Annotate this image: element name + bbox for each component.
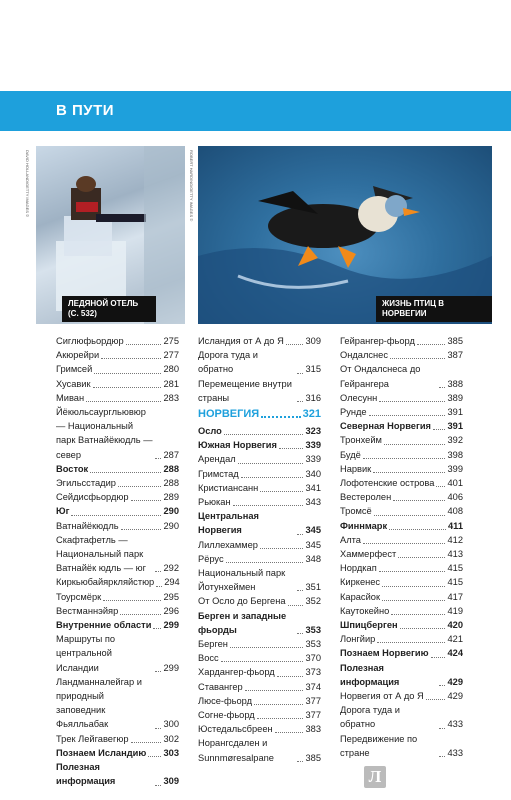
toc-entry-page: 340 (305, 468, 321, 479)
toc-entry-title: Кристиансанн (198, 482, 259, 493)
toc-entry (56, 462, 179, 476)
toc-entry-page: 348 (305, 553, 321, 564)
toc-entry (56, 746, 179, 760)
toc-entry-page: 417 (447, 591, 463, 602)
toc-entry-title: Восток (56, 463, 89, 474)
toc-entry-page: 280 (163, 364, 179, 375)
dot-leader (431, 657, 446, 658)
dot-leader (226, 562, 304, 563)
dot-leader (377, 642, 445, 643)
toc-entry-page: 345 (305, 539, 321, 550)
toc-entry (56, 490, 179, 504)
toc-entry-page: 385 (447, 336, 463, 346)
toc-entry (56, 732, 179, 746)
toc-entry-title: Будё (340, 449, 361, 460)
toc-entry-title: Исландия от А до Я (198, 336, 284, 346)
toc-entry (198, 467, 321, 481)
dot-leader (389, 529, 446, 530)
dot-leader (279, 448, 304, 449)
toc-entry-page: 309 (163, 776, 179, 787)
toc-entry (198, 694, 321, 708)
toc-entry-title: Рунде (340, 407, 367, 418)
toc-entry-page: 290 (163, 506, 179, 517)
toc-entry (198, 452, 321, 466)
dot-leader (254, 704, 303, 705)
toc-entry-title: Познаем Норвегию (340, 648, 429, 659)
toc-entry-page: 289 (163, 492, 179, 503)
toc-entry-page: 433 (447, 719, 463, 730)
toc-entry-title: Внутренние области (56, 620, 152, 631)
toc-entry-page: 299 (163, 662, 179, 673)
toc-entry-title: Финнмарк (340, 520, 388, 531)
toc-entry-page: 392 (447, 435, 463, 446)
toc-entry-title: Тоурсмёрк (56, 591, 102, 602)
toc-entry-title: Осло (198, 426, 222, 437)
dot-leader (297, 590, 303, 591)
toc-entry-page: 370 (305, 653, 321, 664)
toc-entry-title: Рёрус (198, 553, 224, 564)
toc-entry (340, 661, 463, 689)
dot-leader (439, 756, 445, 757)
toc-entry-title: Берген (198, 639, 228, 650)
dot-leader (382, 600, 445, 601)
dot-leader (433, 429, 446, 430)
toc-entry (198, 651, 321, 665)
dot-leader (297, 633, 303, 634)
toc-entry (340, 490, 463, 504)
toc-entry-title: Ставангер (198, 681, 243, 692)
toc-entry-title: Дорога туда и обратно (340, 705, 400, 730)
toc-entry-title: Восс (198, 653, 219, 664)
dot-leader (101, 358, 161, 359)
toc-entry-title: Алта (340, 534, 361, 545)
toc-entry-page: 352 (305, 596, 321, 607)
toc-entry-title: Маршруты по центральной Исландии (56, 634, 116, 673)
dot-leader (288, 605, 304, 606)
toc-entry-title: Сиглюфьордюр (56, 336, 124, 346)
toc-entry-page: 299 (163, 620, 179, 631)
toc-entry-title: Нарвик (340, 463, 372, 474)
toc-entry (56, 348, 179, 362)
dot-leader (241, 477, 304, 478)
toc-entry-title: Трек Лейгавегюр (56, 733, 129, 744)
toc-entry-page: 415 (447, 577, 463, 588)
toc-entry-page: 302 (163, 733, 179, 744)
toc-entry-title: Полезная информация (340, 662, 400, 687)
toc-entry (56, 618, 179, 632)
toc-entry-page: 383 (305, 724, 321, 735)
dot-leader (153, 628, 161, 629)
toc-entry-page: 303 (163, 747, 179, 758)
toc-entry-page: 421 (447, 634, 463, 645)
toc-entry-title: Хаммерфест (340, 549, 397, 560)
toc-entry (56, 334, 179, 348)
toc-entry-page: 275 (163, 336, 179, 346)
toc-entry (56, 604, 179, 618)
dot-leader (400, 628, 446, 629)
toc-entry (340, 732, 463, 760)
photo-credit-left: DAVID HOLLAND/GETTY IMAGES © (25, 150, 30, 218)
dot-leader (439, 387, 445, 388)
toc-entry-page: 385 (305, 752, 321, 763)
toc-entry (340, 462, 463, 476)
toc-entry (340, 519, 463, 533)
toc-entry-page: 429 (447, 691, 463, 702)
dot-leader (439, 685, 445, 686)
toc-entry (56, 675, 179, 732)
dot-leader (275, 732, 304, 733)
toc-entry-title: Киркенес (340, 577, 381, 588)
toc-entry (198, 495, 321, 509)
toc-entry-title: Хардангер-фьорд (198, 667, 275, 678)
toc-entry (198, 594, 321, 608)
toc-entry-page: 391 (447, 407, 463, 418)
toc-column-3 (340, 334, 463, 760)
toc-entry-title: Акюрейри (56, 350, 100, 361)
toc-entry (56, 476, 179, 490)
toc-entry-page: 398 (447, 449, 463, 460)
toc-entry-page: 351 (305, 582, 321, 593)
toc-entry-page: 373 (305, 667, 321, 678)
toc-entry-title: Лиллехаммер (198, 539, 258, 550)
dot-leader (156, 586, 162, 587)
dot-leader (391, 614, 445, 615)
dot-leader (257, 718, 304, 719)
toc-entry-title: Перемещение внутри страны (198, 378, 292, 403)
dot-leader (71, 515, 161, 516)
toc-entry-page: 391 (447, 421, 463, 432)
toc-entry (198, 680, 321, 694)
toc-entry-title: Йёкюльсаургльювюр — Национальный парк Ватнайёкюдль — север (56, 407, 153, 460)
toc-entry-page: 411 (448, 520, 463, 531)
dot-leader (245, 690, 304, 691)
toc-entry (340, 334, 463, 348)
toc-entry-page: 413 (447, 549, 463, 560)
toc-entry-title: Олесунн (340, 392, 378, 403)
toc-entry (198, 736, 321, 764)
dot-leader (155, 458, 161, 459)
toc-entry-page: 341 (305, 482, 321, 493)
toc-entry (340, 391, 463, 405)
dot-leader (384, 444, 446, 445)
dot-leader (382, 586, 445, 587)
toc-entry (56, 760, 179, 788)
dot-leader (155, 785, 161, 786)
dot-leader (94, 373, 161, 374)
toc-entry-page: 374 (305, 681, 321, 692)
toc-entry-title: Шпицберген (340, 620, 398, 631)
toc-entry-title: Тромсё (340, 506, 372, 517)
toc-entry (340, 547, 463, 561)
toc-entry (56, 533, 179, 576)
dot-leader (155, 728, 161, 729)
toc-entry (340, 561, 463, 575)
toc-entry-page: 353 (305, 624, 321, 635)
dot-leader (90, 472, 161, 473)
dot-leader (233, 505, 304, 506)
toc-entry-title: Сейдисфьордюр (56, 492, 129, 503)
toc-entry (56, 391, 179, 405)
toc-entry-page: 401 (447, 478, 463, 489)
toc-entry (56, 362, 179, 376)
publisher-logo (364, 766, 386, 788)
dot-leader (277, 676, 304, 677)
toc-entry-page: 419 (447, 605, 463, 616)
toc-entry-title: Тронхейм (340, 435, 382, 446)
toc-entry-title: От Осло до Бергена (198, 596, 286, 607)
toc-entry-title: Гримстад (198, 468, 239, 479)
dot-leader (126, 344, 162, 345)
toc-entry-title: НОРВЕГИЯ (198, 408, 260, 421)
toc-entry-page: 420 (447, 620, 463, 631)
dot-leader (86, 401, 161, 402)
toc-entry (198, 438, 321, 452)
toc-entry-page: 377 (305, 695, 321, 706)
toc-entry-title: Ватнайёкюдль (56, 520, 119, 531)
toc-entry-page: 433 (447, 747, 463, 758)
toc-entry-title: Рьюкан (198, 497, 231, 508)
dot-leader (224, 434, 304, 435)
toc-entry (340, 504, 463, 518)
dot-leader (417, 344, 446, 345)
toc-entry-page: 294 (164, 577, 180, 588)
toc-entry-page: 321 (302, 408, 321, 421)
toc-entry (198, 334, 321, 348)
toc-entry (56, 590, 179, 604)
toc-entry (56, 504, 179, 518)
toc-entry-page: 345 (305, 525, 321, 536)
dot-leader (155, 571, 161, 572)
dot-leader (230, 647, 304, 648)
dot-leader (286, 344, 304, 345)
dot-leader (390, 358, 445, 359)
toc-entry-page: 388 (447, 378, 463, 389)
dot-leader (120, 614, 161, 615)
toc-entry-page: 377 (305, 710, 321, 721)
dot-leader (363, 458, 446, 459)
toc-entry (340, 419, 463, 433)
toc-entry-title: Северная Норвегия (340, 421, 431, 432)
toc-entry-title: Арендал (198, 454, 236, 465)
toc-entry (198, 348, 321, 376)
toc-entry-page: 389 (447, 392, 463, 403)
toc-entry-title: Центральная Норвегия (198, 511, 259, 536)
toc-entry-title: Полезная информация (56, 762, 116, 787)
toc-entry (340, 646, 463, 660)
toc-entry-title: Карасйок (340, 591, 381, 602)
toc-entry-title: Дорога туда и обратно (198, 350, 258, 375)
toc-entry-page: 316 (305, 392, 321, 403)
toc-entry-title: Передвижение по стране (340, 733, 418, 758)
toc-entry (340, 405, 463, 419)
toc-entry-page: 281 (163, 378, 179, 389)
toc-entry-title: Согне-фьорд (198, 710, 255, 721)
toc-entry (198, 708, 321, 722)
toc-entry-page: 408 (447, 506, 463, 517)
toc-entry (56, 377, 179, 391)
dot-leader (363, 543, 446, 544)
dot-leader (221, 661, 304, 662)
dot-leader (131, 500, 162, 501)
toc-entry-title: Норвегия от А до Я (340, 691, 424, 702)
toc-entry-page: 277 (163, 350, 179, 361)
toc-entry (198, 552, 321, 566)
photo-credit-right: ROBERT HARDING/GETTY IMAGES © (189, 150, 194, 222)
bird-caption: ЖИЗНЬ ПТИЦ В НОРВЕГИИ (376, 296, 492, 322)
toc-entry-page: 424 (447, 648, 463, 659)
ice-hotel-caption: ЛЕДЯНОЙ ОТЕЛЬ (С. 532) (62, 296, 156, 322)
dot-leader (369, 415, 446, 416)
toc-entry-page: 339 (305, 454, 321, 465)
dot-leader (426, 699, 446, 700)
toc-entry-title: Эгильсстадир (56, 478, 116, 489)
toc-entry-title: Хусавик (56, 378, 91, 389)
toc-entry (198, 377, 321, 405)
toc-column-1 (56, 334, 179, 789)
toc-entry-page: 292 (163, 563, 179, 574)
toc-entry (198, 538, 321, 552)
toc-entry-page: 288 (163, 478, 179, 489)
dot-leader (238, 463, 304, 464)
toc-entry-page: 412 (447, 534, 463, 545)
toc-entry-title: Гримсей (56, 364, 93, 375)
toc-entry-title: Ондалснес (340, 350, 388, 361)
toc-entry (56, 575, 179, 589)
toc-entry (340, 433, 463, 447)
toc-entry-title: Норангсдален и Sunnmøresalpane (198, 738, 274, 763)
toc-entry-page: 339 (305, 440, 321, 451)
toc-entry (340, 476, 463, 490)
toc-entry (56, 405, 179, 462)
toc-entry-page: 406 (447, 492, 463, 503)
toc-entry-title: Вестманнэйяр (56, 605, 119, 616)
toc-entry-page: 387 (447, 350, 463, 361)
dot-leader (374, 515, 446, 516)
dot-leader (373, 472, 445, 473)
toc-entry-page: 300 (163, 719, 179, 730)
dot-leader (379, 571, 446, 572)
toc-entry-title: Миван (56, 392, 85, 403)
toc-entry-title: Ландманналейгар и природный заповедник Фьялльабак (56, 676, 142, 730)
toc-entry-title: Лофотенские острова (340, 478, 435, 489)
toc-entry (340, 362, 463, 390)
toc-entry (198, 566, 321, 594)
toc-entry-page: 287 (163, 449, 179, 460)
section-banner (0, 91, 511, 131)
country-heading (198, 407, 321, 422)
toc-entry-page: 296 (163, 605, 179, 616)
toc-entry-title: Юстедальсбреен (198, 724, 273, 735)
toc-entry-title: Киркьюбайяркляйстюр (56, 577, 155, 588)
toc-entry-title: Скафтафетль — Национальный парк Ватнайёк юдль — юг (56, 534, 147, 574)
dot-leader (260, 548, 304, 549)
toc-entry-title: От Ондалснеса до Гейрангерa (340, 364, 421, 389)
dot-leader (439, 728, 445, 729)
toc-entry-title: Нордкап (340, 563, 377, 574)
toc-entry (56, 632, 179, 675)
toc-entry (340, 575, 463, 589)
toc-entry-page: 290 (163, 520, 179, 531)
dot-leader (261, 416, 300, 418)
toc-entry (198, 609, 321, 637)
dot-leader (436, 486, 445, 487)
toc-entry-title: Вестеролен (340, 492, 392, 503)
toc-entry (340, 604, 463, 618)
toc-entry (198, 424, 321, 438)
section-title: В ПУТИ (56, 102, 115, 119)
toc-entry-page: 353 (305, 639, 321, 650)
toc-entry (340, 533, 463, 547)
toc-entry (340, 689, 463, 703)
dot-leader (393, 500, 445, 501)
toc-entry-page: 415 (447, 563, 463, 574)
toc-entry-page: 309 (305, 336, 321, 346)
toc-entry-page: 283 (163, 392, 179, 403)
toc-entry-title: Гейрангер-фьорд (340, 336, 415, 346)
dot-leader (131, 742, 162, 743)
publisher-logo-letter: Л (368, 767, 382, 786)
dot-leader (118, 486, 162, 487)
toc-entry (198, 509, 321, 537)
toc-entry-title: Юг (56, 506, 70, 517)
toc-entry (56, 519, 179, 533)
toc-entry (340, 590, 463, 604)
dot-leader (93, 387, 162, 388)
toc-entry (198, 637, 321, 651)
dot-leader (148, 756, 161, 757)
dot-leader (155, 671, 161, 672)
toc-entry-title: Люсе-фьорд (198, 695, 253, 706)
dot-leader (121, 529, 162, 530)
toc-entry (340, 618, 463, 632)
toc-entry (198, 722, 321, 736)
dot-leader (297, 534, 303, 535)
toc-entry-page: 295 (163, 591, 179, 602)
toc-entry (198, 665, 321, 679)
toc-entry (340, 703, 463, 731)
toc-entry-page: 429 (447, 676, 463, 687)
toc-column-2 (198, 334, 321, 765)
toc-entry-page: 288 (163, 463, 179, 474)
toc-entry-title: Лонгйир (340, 634, 376, 645)
toc-entry (340, 632, 463, 646)
toc-entry-title: Национальный парк Йотунхеймен (198, 568, 286, 593)
toc-entry-page: 323 (305, 426, 321, 437)
toc-entry-title: Берген и западные фьорды (198, 610, 287, 635)
dot-leader (398, 557, 445, 558)
dot-leader (379, 401, 445, 402)
dot-leader (297, 761, 303, 762)
toc-entry-page: 399 (447, 463, 463, 474)
dot-leader (260, 491, 303, 492)
toc-entry-page: 343 (305, 497, 321, 508)
toc-entry (340, 448, 463, 462)
toc-entry-title: Каутокейно (340, 605, 390, 616)
dot-leader (297, 401, 303, 402)
dot-leader (103, 600, 161, 601)
toc-entry-page: 315 (305, 364, 321, 375)
toc-entry-title: Познаем Исландию (56, 747, 147, 758)
toc-entry (340, 348, 463, 362)
dot-leader (297, 373, 303, 374)
toc-entry (198, 481, 321, 495)
toc-entry-title: Южная Норвегия (198, 440, 277, 451)
